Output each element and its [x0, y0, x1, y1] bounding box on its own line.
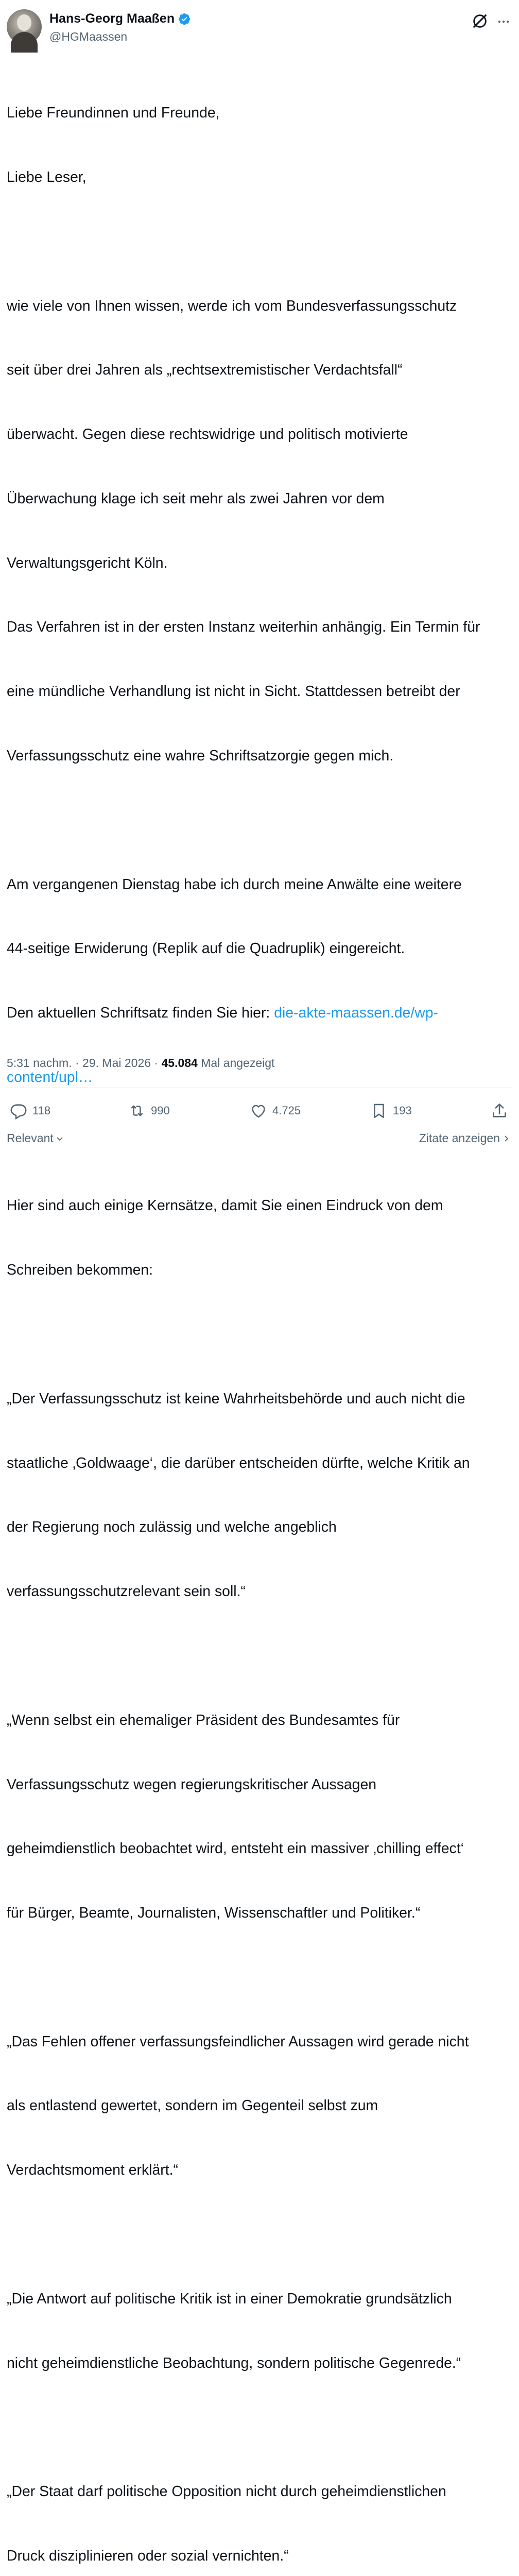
repost-button[interactable] [128, 1096, 170, 1125]
tweet-line [7, 1067, 514, 1089]
tweet-line: überwacht. Gegen diese rechtswidrige und politisch motivierte [7, 426, 408, 443]
paragraph-gap [7, 1646, 514, 1667]
more-options-icon[interactable] [495, 14, 512, 29]
sort-dropdown[interactable] [7, 1131, 64, 1145]
view-count-label: Mal angezeigt [197, 1056, 275, 1070]
view-quotes-label: Zitate anzeigen [419, 1131, 500, 1145]
tweet-line: Liebe Freundinnen und Freunde, [7, 105, 220, 122]
tweet-line: eine mündliche Verhandlung ist nicht in Sicht. Stattdessen betreibt der [7, 683, 460, 700]
author-name-row [49, 11, 191, 26]
tweet-line: Schreiben bekommen: [7, 1262, 153, 1279]
tweet-time[interactable]: 5:31 nachm. [7, 1056, 72, 1070]
document-link-continued[interactable]: content/upl… [7, 1069, 93, 1086]
tweet-line: „Die Antwort auf politische Kritik ist in einer Demokratie grundsätzlich [7, 2290, 452, 2307]
tweet-line: Am vergangenen Dienstag habe ich durch meine Anwälte eine weitere [7, 876, 462, 893]
tweet-line: seit über drei Jahren als „rechtsextremistischer Verdachtsfall“ [7, 362, 403, 379]
tweet-line: „Der Verfassungsschutz ist keine Wahrheitsbehörde und auch nicht die [7, 1390, 465, 1407]
tweet-line: Verdachtsmoment erklärt.“ [7, 2162, 178, 2179]
chevron-down-icon [56, 1134, 64, 1143]
paragraph-gap [7, 231, 514, 253]
author-name[interactable]: Hans-Georg Maaßen [49, 11, 175, 26]
tweet-line: staatliche ‚Goldwaage‘, die darüber entscheiden dürfte, welche Kritik an [7, 1454, 470, 1471]
avatar[interactable] [7, 9, 42, 44]
tweet-date[interactable]: 29. Mai 2026 [82, 1056, 151, 1070]
meta-separator: · [72, 1056, 83, 1070]
avatar-body [11, 32, 38, 53]
tweet-line: geheimdienstlich beobachtet wird, entsteht ein massiver ‚chilling effect‘ [7, 1840, 464, 1857]
tweet-line: nicht geheimdienstliche Beobachtung, sondern politische Gegenrede.“ [7, 2354, 461, 2371]
link-intro: Den aktuellen Schriftsatz finden Sie hier: [7, 1005, 274, 1022]
tweet-header [7, 9, 512, 45]
repost-count: 990 [151, 1104, 170, 1117]
tweet-footer [7, 1131, 512, 1143]
share-button[interactable] [491, 1096, 508, 1125]
sort-label: Relevant [7, 1131, 54, 1145]
tweet-line: Verwaltungsgericht Köln. [7, 554, 168, 571]
reply-count: 118 [32, 1104, 51, 1117]
view-quotes-link[interactable] [419, 1131, 510, 1145]
paragraph-gap [7, 1967, 514, 1989]
reply-button[interactable] [10, 1096, 50, 1125]
tweet-line: „Das Fehlen offener verfassungsfeindlicher Aussagen wird gerade nicht [7, 2033, 469, 2050]
bookmark-icon [370, 1102, 388, 1120]
tweet-line: Verfassungsschutz wegen regierungskritischer Aussagen [7, 1776, 377, 1793]
divider [7, 1087, 512, 1088]
bookmark-button[interactable] [370, 1096, 412, 1125]
tweet-line: Hier sind auch einige Kernsätze, damit Sie einen Eindruck von dem [7, 1197, 443, 1214]
action-bar [7, 1096, 512, 1125]
view-count: 45.084 [161, 1056, 198, 1070]
tweet-line: wie viele von Ihnen wissen, werde ich vom Bundesverfassungsschutz [7, 297, 457, 314]
paragraph-gap [7, 2224, 514, 2246]
paragraph-gap [7, 810, 514, 832]
tweet-line: der Regierung noch zulässig und welche angeblich [7, 1519, 337, 1536]
tweet-line: Das Verfahren ist in der ersten Instanz weiterhin anhängig. Ein Termin für [7, 619, 480, 636]
like-count: 4.725 [272, 1104, 301, 1117]
grok-icon[interactable] [471, 12, 489, 30]
meta-separator: · [151, 1056, 162, 1070]
tweet-body [7, 60, 514, 2576]
like-button[interactable] [250, 1096, 301, 1125]
tweet-line: Überwachung klage ich seit mehr als zwei Jahren vor dem [7, 490, 385, 507]
tweet-line: 44-seitige Erwiderung (Replik auf die Quadruplik) eingereicht. [7, 940, 405, 957]
tweet-line [7, 1003, 514, 1024]
verified-badge-icon [178, 12, 191, 26]
document-link[interactable]: die-akte-maassen.de/wp- [274, 1005, 438, 1022]
reply-icon [10, 1102, 27, 1120]
paragraph-gap [7, 1324, 514, 1346]
paragraph-gap [7, 2417, 514, 2438]
chevron-right-icon [502, 1134, 510, 1143]
tweet-line: für Bürger, Beamte, Journalisten, Wissenschaftler und Politiker.“ [7, 1905, 421, 1922]
tweet-line: „Der Staat darf politische Opposition nicht durch geheimdienstlichen [7, 2483, 446, 2500]
tweet-line: Druck disziplinieren oder sozial vernichten.“ [7, 2547, 289, 2564]
bookmark-count: 193 [393, 1104, 412, 1117]
heart-icon [250, 1102, 267, 1120]
tweet-line: Verfassungsschutz eine wahre Schriftsatzorgie gegen mich. [7, 748, 394, 764]
tweet-line: Liebe Leser, [7, 168, 86, 185]
author-handle[interactable]: @HGMaassen [49, 30, 128, 43]
repost-icon [128, 1102, 146, 1120]
tweet-line: als entlastend gewertet, sondern im Gegenteil selbst zum [7, 2097, 378, 2114]
tweet-line: verfassungsschutzrelevant sein soll.“ [7, 1583, 246, 1600]
avatar-head [17, 14, 31, 31]
share-icon [491, 1102, 508, 1120]
tweet-line: „Wenn selbst ein ehemaliger Präsident des Bundesamtes für [7, 1711, 400, 1728]
tweet-meta [7, 1056, 274, 1070]
